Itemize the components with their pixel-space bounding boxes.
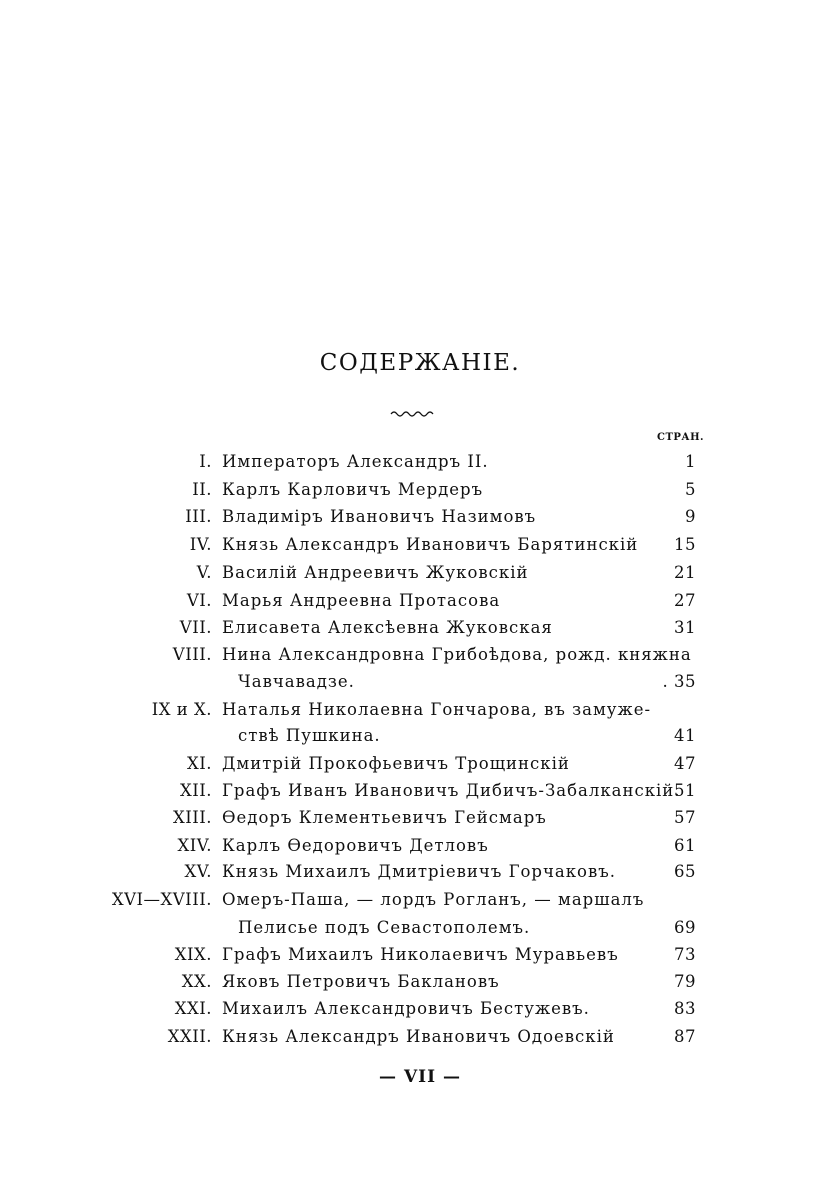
toc-entry-continuation [0,914,840,941]
entry-title: Яковъ Петровичъ Баклановъ [222,972,500,991]
entry-title: Князь Михаилъ Дмитріевичъ Горчаковъ. [222,862,617,881]
toc-entry [0,531,840,558]
entry-title: Михаилъ Александровичъ Бестужевъ. [222,999,590,1018]
page-column-header: СТРАН. [657,432,704,443]
toc-entry [0,614,840,641]
entry-number: VII. [179,618,212,637]
entry-number: XV. [184,862,212,881]
entry-page: 51 [674,781,696,800]
entry-title: Марья Андреевна Протасова [222,591,501,610]
entry-title: Василій Андреевичъ Жуковскій [222,563,529,582]
entry-page: 31 [674,618,696,637]
entry-page: 9 [685,507,696,526]
entry-page: 87 [674,1027,696,1046]
entry-number: I. [199,452,212,471]
page-title: СОДЕРЖАНІЕ. [319,350,521,376]
entry-number: XII. [179,781,212,800]
toc-entry [0,941,840,968]
entry-number: XIII. [172,808,212,827]
entry-title: Нина Александровна Грибоѣдова, рожд. княжна [222,645,692,664]
entry-page: . 35 [662,672,696,691]
entry-page: 21 [674,563,696,582]
page-number: — VII — [379,1067,461,1087]
entry-number: XVI—XVIII. [111,890,212,909]
entry-title: Елисавета Алексѣевна Жуковская [222,618,553,637]
toc-entry [0,448,840,475]
toc-entry [0,968,840,995]
entry-title-continuation: Пелисье подъ Севастополемъ. [238,918,531,937]
toc-entry [0,832,840,859]
entry-page: 57 [674,808,696,827]
toc-entry [0,804,840,831]
entry-title: Наталья Николаевна Гончарова, въ замуже- [222,700,652,719]
entry-page: 27 [674,591,696,610]
entry-number: IV. [189,535,212,554]
wave-ornament [390,408,436,420]
entry-page: 79 [674,972,696,991]
entry-number: XXII. [167,1027,212,1046]
entry-page: 1 [685,452,696,471]
entry-title: Графъ Михаилъ Николаевичъ Муравьевъ [222,945,619,964]
entry-title: Графъ Иванъ Ивановичъ Дибичъ-Забалканскій. [222,781,681,800]
entry-title: Карлъ Ѳедоровичъ Детловъ [222,836,489,855]
entry-title: Императоръ Александръ II. [222,452,489,471]
entry-title: Князь Александръ Ивановичъ Одоевскій [222,1027,615,1046]
entry-page: 65 [674,862,696,881]
toc-entry [0,641,840,668]
entry-number: XX. [181,972,212,991]
toc-entry [0,777,840,804]
entry-page: 73 [674,945,696,964]
toc-entry [0,750,840,777]
entry-title: Князь Александръ Ивановичъ Барятинскій [222,535,639,554]
entry-number: XI. [186,754,212,773]
entry-title: Владиміръ Ивановичъ Назимовъ [222,507,537,526]
toc-entry [0,587,840,614]
entry-number: VIII. [172,645,212,664]
toc-entry [0,503,840,530]
entry-title: Дмитрій Прокофьевичъ Трощинскій [222,754,570,773]
entry-page: 47 [674,754,696,773]
toc-entry [0,858,840,885]
entry-number: II. [192,480,212,499]
entry-number: XXI. [174,999,212,1018]
toc-entry-continuation [0,722,840,749]
toc-entry [0,995,840,1022]
entry-number: IX и X. [151,700,212,719]
entry-page: 69 [674,918,696,937]
toc-entry [0,886,840,913]
entry-number: V. [196,563,212,582]
entry-title-continuation: ствѣ Пушкина. [238,726,381,745]
entry-number: XIX. [174,945,212,964]
entry-number: XIV. [177,836,212,855]
entry-page: 41 [674,726,696,745]
entry-page: 61 [674,836,696,855]
entry-title: Омеръ-Паша, — лордъ Рогланъ, — маршалъ [222,890,645,909]
entry-number: VI. [186,591,212,610]
toc-entry [0,476,840,503]
toc-entry-continuation [0,668,840,695]
entry-page: 5 [685,480,696,499]
toc-entry [0,696,840,723]
entry-title: Карлъ Карловичъ Мердеръ [222,480,484,499]
entry-page: 83 [674,999,696,1018]
toc-entry [0,1023,840,1050]
entry-title: Ѳедоръ Клементьевичъ Гейсмаръ [222,808,547,827]
entry-title-continuation: Чавчавадзе. [238,672,355,691]
entry-number: III. [185,507,212,526]
entry-page: 15 [674,535,696,554]
toc-entry [0,559,840,586]
